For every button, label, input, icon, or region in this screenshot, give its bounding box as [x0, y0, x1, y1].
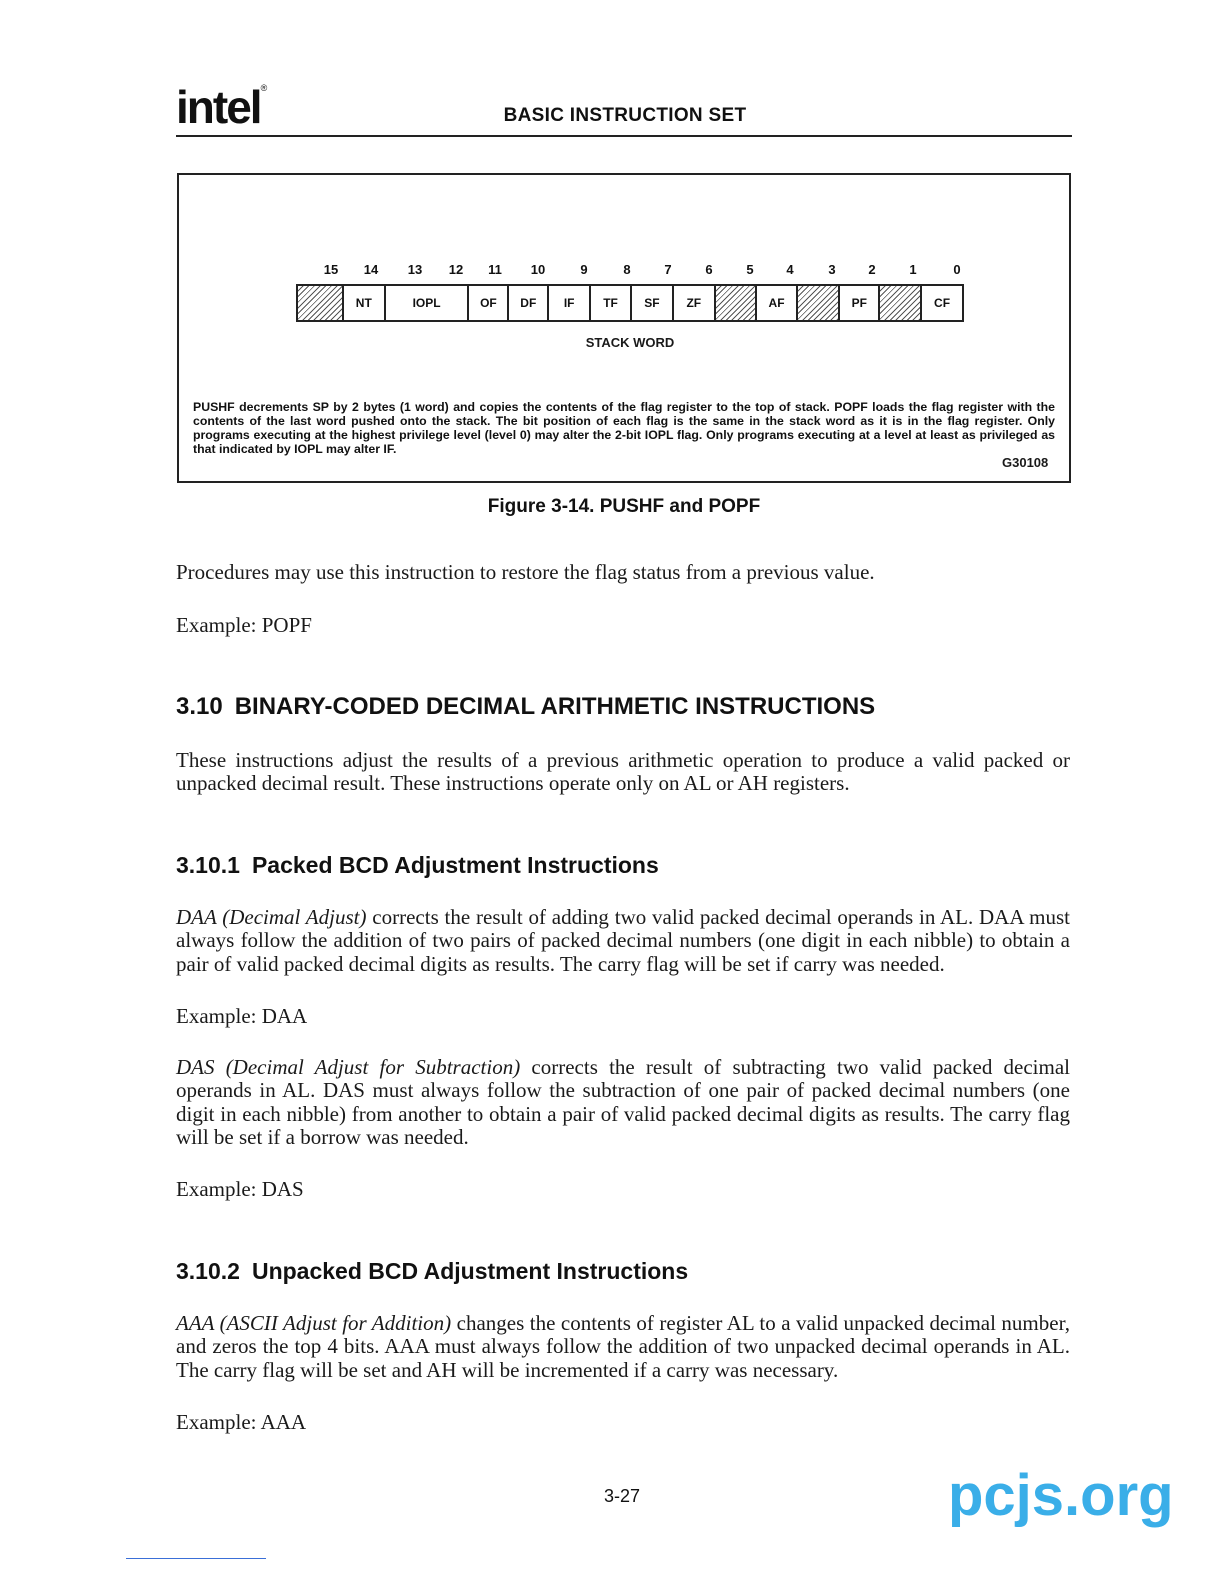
bit-number: 8 — [623, 262, 631, 277]
page-header-title: BASIC INSTRUCTION SET — [503, 105, 747, 126]
bit-number: 5 — [746, 262, 754, 277]
flag-cell-tf: TF — [589, 286, 630, 320]
section-title: BINARY-CODED DECIMAL ARITHMETIC INSTRUCTIONS — [234, 693, 876, 720]
example-popf: Example: POPF — [176, 613, 312, 637]
bit-number: 6 — [705, 262, 713, 277]
flag-cell-zf: ZF — [672, 286, 714, 320]
section-number: 3.10 — [176, 693, 223, 720]
section-heading-3-10-2 — [176, 1258, 688, 1285]
bit-number: 1 — [909, 262, 917, 277]
term-das: DAS (Decimal Adjust for Subtraction) — [176, 1055, 521, 1079]
text-das: corrects the result of subtracting two valid packed decimal operands in AL. DAS must always follow the subtraction of one pair of packed decimal numbers (one digit in each nibble) from another to obtain a pair of valid packed decimal digits as results. The carry flag will be set if a borrow was needed. — [176, 1055, 1070, 1149]
term-aaa: AAA (ASCII Adjust for Addition) — [176, 1311, 452, 1335]
flag-cell-iopl: IOPL — [384, 286, 468, 320]
header-rule — [176, 135, 1072, 137]
flag-cell-if: IF — [547, 286, 589, 320]
term-daa: DAA (Decimal Adjust) — [176, 905, 367, 929]
reserved-bit-cell — [714, 286, 755, 320]
flag-cell-pf: PF — [838, 286, 878, 320]
section-heading-3-10 — [176, 693, 875, 721]
flag-register-diagram — [296, 284, 964, 322]
paragraph-bcd-intro: These instructions adjust the results of a previous arithmetic operation to produce a valid packed or unpacked decimal result. These instructions operate only on AL or AH registers. — [176, 748, 1070, 796]
flag-cell-sf: SF — [630, 286, 672, 320]
bottom-link-underline[interactable] — [126, 1558, 266, 1559]
text-daa: corrects the result of adding two valid packed decimal operands in AL. DAA must always follow the addition of two pairs of packed decimal numbers (one digit in each nibble) to obtain a pair of valid packed decimal digits as results. The carry flag will be set if carry was needed. — [176, 905, 1071, 976]
flag-cell-nt: NT — [342, 286, 384, 320]
section-heading-3-10-1 — [176, 852, 659, 879]
flag-cell-df: DF — [507, 286, 547, 320]
text-aaa: changes the contents of register AL to a valid unpacked decimal number, and zeros the top 4 bits. AAA must always follow the addition of two unpacked decimal operands in AL. The carry flag will be set and AH will be incremented if a carry was necessary. — [176, 1311, 1070, 1382]
bit-number: 11 — [488, 262, 502, 277]
bit-number: 3 — [828, 262, 836, 277]
figure-code: G30108 — [1002, 455, 1049, 470]
paragraph-das — [176, 1056, 1070, 1149]
bit-number: 7 — [664, 262, 672, 277]
flag-cell-cf: CF — [920, 286, 962, 320]
bit-number: 2 — [868, 262, 876, 277]
bit-number: 9 — [580, 262, 588, 277]
section-title: Packed BCD Adjustment Instructions — [251, 852, 659, 878]
reserved-bit-cell — [878, 286, 920, 320]
logo-text: intel — [176, 81, 261, 133]
paragraph-popf-note: Procedures may use this instruction to restore the flag status from a previous value. — [176, 560, 875, 584]
flag-cell-af: AF — [755, 286, 797, 320]
example-das: Example: DAS — [176, 1177, 304, 1201]
paragraph-daa — [176, 906, 1070, 976]
section-number: 3.10.1 — [176, 852, 240, 878]
paragraph-aaa — [176, 1312, 1070, 1382]
section-number: 3.10.2 — [176, 1258, 240, 1284]
reserved-bit-cell — [796, 286, 838, 320]
bit-number: 15 — [323, 262, 339, 277]
page-number: 3-27 — [603, 1486, 641, 1506]
bit-number: 0 — [953, 262, 961, 277]
example-daa: Example: DAA — [176, 1004, 308, 1028]
stack-word-label: STACK WORD — [585, 335, 675, 350]
section-title: Unpacked BCD Adjustment Instructions — [251, 1258, 689, 1284]
bit-number: 10 — [530, 262, 546, 277]
pcjs-watermark: pcjs.org — [948, 1463, 1174, 1528]
bit-number: 13 — [407, 262, 423, 277]
bit-number: 12 — [448, 262, 464, 277]
figure-description: PUSHF decrements SP by 2 bytes (1 word) and copies the contents of the flag register to the top of stack. POPF loads the flag register with the contents of the last word pushed onto the stack. The bit position of each flag is the same in the stack word as it is in the flag register. Only programs executing at the highest privilege level (level 0) may alter the 2-bit IOPL flag. Only programs executing at a level at least as privileged as that indicated by IOPL may alter IF. — [193, 400, 1055, 456]
example-aaa: Example: AAA — [176, 1410, 307, 1434]
bit-number: 4 — [786, 262, 794, 277]
bit-number: 14 — [363, 262, 379, 277]
flag-cell-of: OF — [467, 286, 507, 320]
figure-caption: Figure 3-14. PUSHF and POPF — [487, 496, 761, 517]
reserved-bit-cell — [298, 286, 342, 320]
logo-registered-mark: ® — [260, 83, 266, 93]
